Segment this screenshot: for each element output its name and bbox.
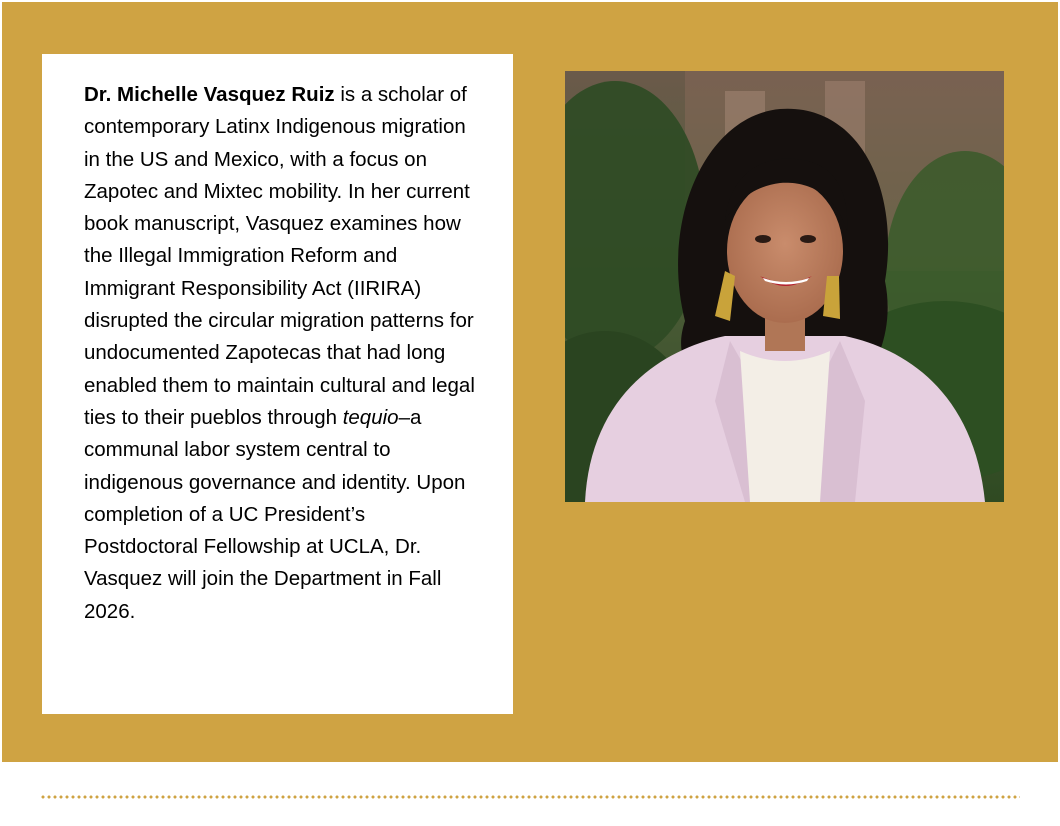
bio-text-part-2: –a communal labor system central to indigenous governance and identity. Upon completion of a UC President’s Postdoctoral Fellowship at UCLA, Dr. Vasquez will join the Department in Fall 2026. [84, 405, 466, 623]
person-name: Dr. Michelle Vasquez Ruiz [84, 83, 335, 106]
term-tequio: tequio [342, 405, 399, 429]
bio-card [42, 54, 513, 714]
dotted-divider [40, 795, 1020, 799]
portrait-photo [565, 71, 1004, 502]
bio-text-part-1: is a scholar of contemporary Latinx Indigenous migration in the US and Mexico, with a focus on Zapotec and Mixtec mobility. In her current book manuscript, Vasquez examines how the Illegal Immigration Reform and Immigrant Responsibility Act (IIRIRA) disrupted the circular migration patterns for undocumented Zapotecas that had long enabled them to maintain cultural and legal ties to their pueblos through [84, 83, 475, 429]
bio-paragraph [84, 79, 483, 628]
